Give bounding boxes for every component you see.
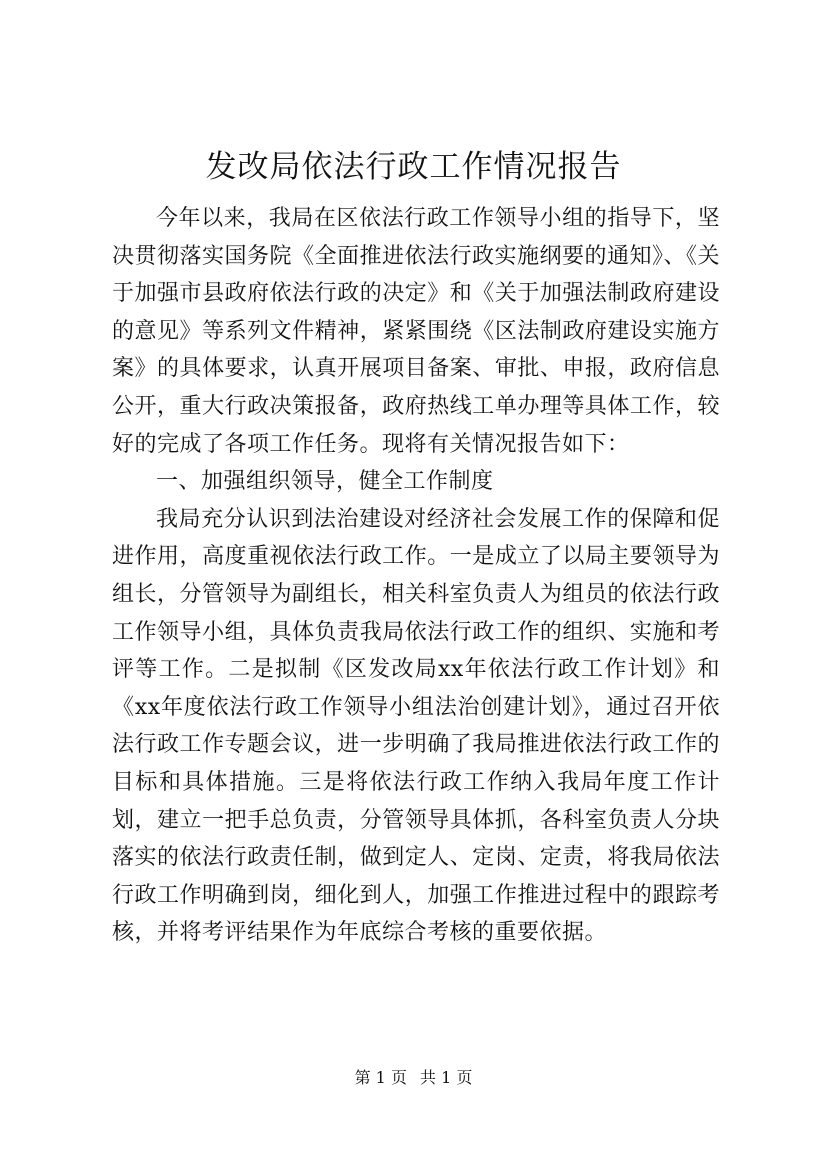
document-body — [112, 200, 720, 952]
section-heading: 一、加强组织领导，健全工作制度 — [156, 469, 494, 495]
section-paragraph: 我局充分认识到法治建设对经济社会发展工作的保障和促进作用，高度重视依法行政工作。一是成立了以局主要领导为组长，分管领导为副组长，相关科室负责人为组员的依法行政工作领导小组，具体负责我局依法行政工作的组织、实施和考评等工作。二是拟制《区发改局xx年依法行政工作计划》和《xx年度依法行政工作领导小组法治创建计划》，通过召开依法行政工作专题会议，进一步明确了我局推进依法行政工作的目标和具体措施。三是将依法行政工作纳入我局年度工作计划，建立一把手总负责，分管领导具体抓，各科室负责人分块落实的依法行政责任制，做到定人、定岗、定责，将我局依法行政工作明确到岗，细化到人，加强工作推进过程中的跟踪考核，并将考评结果作为年底综合考核的重要依据。 — [112, 506, 720, 946]
intro-paragraph: 今年以来，我局在区依法行政工作领导小组的指导下，坚决贯彻落实国务院《全面推进依法行政实施纲要的通知》、《关于加强市县政府依法行政的决定》和《关于加强法制政府建设的意见》等系列文件精神，紧紧围绕《区法制政府建设实施方案》的具体要求，认真开展项目备案、审批、申报，政府信息公开，重大行政决策报备，政府热线工单办理等具体工作，较好的完成了各项工作任务。现将有关情况报告如下： — [112, 206, 721, 457]
page-number: 第 1 页 — [354, 1068, 407, 1087]
document-title: 发改局依法行政工作情况报告 — [205, 149, 622, 185]
page-total: 共 1 页 — [420, 1068, 473, 1087]
page-footer — [0, 1066, 827, 1090]
